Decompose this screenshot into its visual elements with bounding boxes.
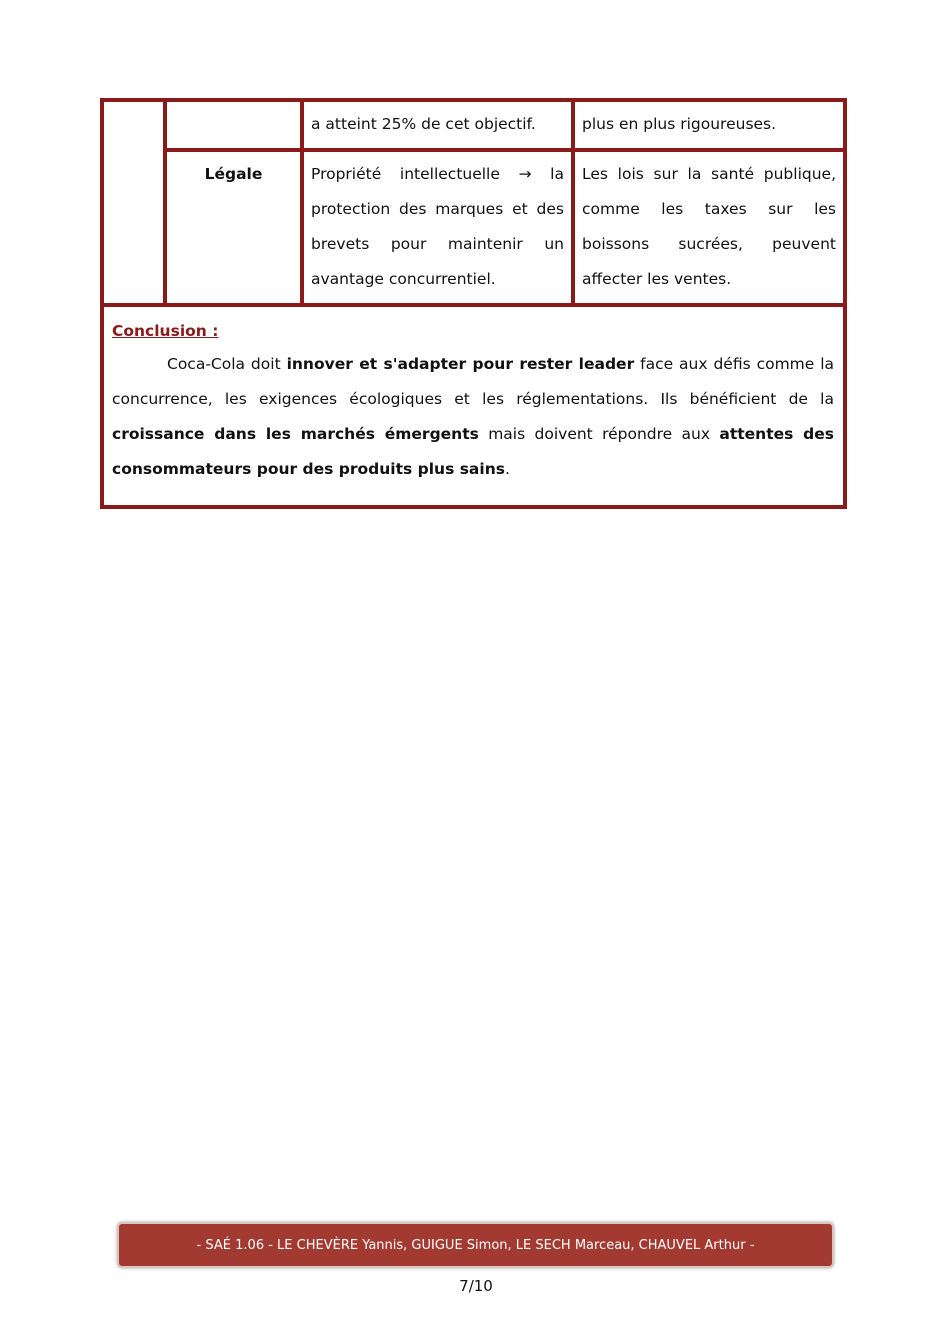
conclusion-text: face aux défis comme la concurrence, les exigences écologiques et les réglementations. Ils bénéficient de la (112, 355, 835, 408)
conclusion-body (112, 347, 834, 487)
conclusion-emphasis: attentes des consommateurs pour des produits plus sains (112, 425, 835, 478)
footer-banner (117, 1222, 834, 1268)
conclusion-title: Conclusion : (112, 322, 219, 340)
opportunity-cell (302, 150, 573, 305)
conclusion-text: . (504, 460, 510, 478)
conclusion-text: Coca-Cola doit (167, 355, 287, 373)
table-row (102, 150, 845, 305)
table-row (102, 305, 845, 507)
factor-label: Légale (204, 165, 263, 183)
footer-authors: - SAÉ 1.06 - LE CHEVÈRE Yannis, GUIGUE Simon, LE SECH Marceau, CHAUVEL Arthur - (196, 1237, 755, 1253)
threat-cell (573, 150, 845, 305)
factor-cell (165, 150, 302, 305)
cell-text: plus en plus rigoureuses. (582, 115, 777, 133)
table-row (102, 100, 845, 150)
cell-text: Propriété intellectuelle → la protection des marques et des brevets pour maintenir un avantage concurrentiel. (311, 165, 564, 288)
conclusion-emphasis: innover et s'adapter pour rester leader (286, 355, 635, 373)
page-number: 7/10 (459, 1277, 493, 1295)
factor-cell (165, 100, 302, 150)
conclusion-text: mais doivent répondre aux (478, 425, 720, 443)
conclusion-cell (102, 305, 845, 507)
category-cell (102, 100, 165, 305)
threat-cell (573, 100, 845, 150)
opportunity-cell (302, 100, 573, 150)
conclusion-emphasis: croissance dans les marchés émergents (112, 425, 479, 443)
cell-text: Les lois sur la santé publique, comme les taxes sur les boissons sucrées, peuvent affecter les ventes. (582, 165, 836, 288)
pestel-table (100, 98, 847, 509)
cell-text: a atteint 25% de cet objectif. (311, 115, 536, 133)
